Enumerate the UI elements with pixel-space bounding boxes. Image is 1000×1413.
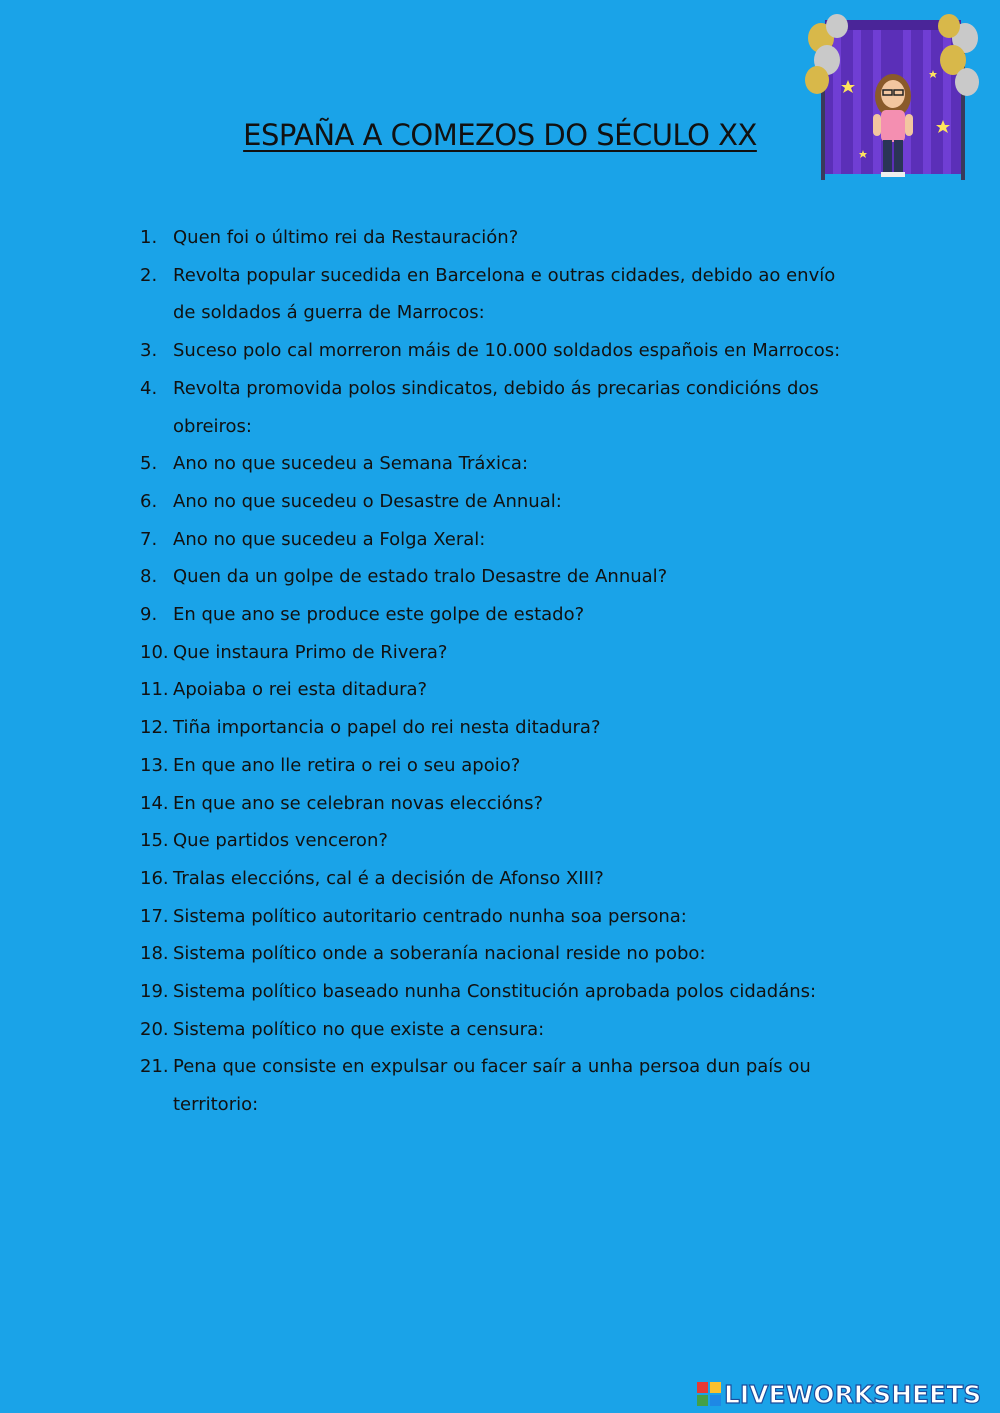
question-item: 2. Revolta popular sucedida en Barcelona e outras cidades, debido ao envío de soldados á guerra de Marrocos: — [140, 264, 836, 324]
liveworksheets-footer[interactable] — [697, 1378, 981, 1410]
liveworksheets-brand[interactable]: LIVEWORKSHEETS — [724, 1379, 982, 1409]
question-item: 16. Tralas eleccións, cal é a decisión de Afonso XIII? — [140, 867, 604, 889]
question-item: 3. Suceso polo cal morreron máis de 10.000 soldados españois en Marrocos: — [140, 340, 841, 362]
question-item: 4. Revolta promovida polos sindicatos, debido ás precarias condicións dos obreiros: — [140, 377, 819, 437]
question-item: 9. En que ano se produce este golpe de estado? — [140, 604, 585, 626]
question-item: 11. Apoiaba o rei esta ditadura? — [140, 679, 428, 701]
question-item: 8. Quen da un golpe de estado tralo Desastre de Annual? — [140, 566, 668, 588]
question-item: 20. Sistema político no que existe a censura: — [140, 1018, 545, 1040]
question-item: 19. Sistema político baseado nunha Constitución aprobada polos cidadáns: — [140, 981, 817, 1003]
question-item: 13. En que ano lle retira o rei o seu apoio? — [140, 754, 521, 776]
question-item: 7. Ano no que sucedeu a Folga Xeral: — [140, 528, 486, 550]
question-item: 21. Pena que consiste en expulsar ou facer saír a unha persoa dun país ou territorio: — [140, 1056, 811, 1116]
question-item: 12. Tiña importancia o papel do rei nesta ditadura? — [140, 717, 601, 739]
question-item: 10. Que instaura Primo de Rivera? — [140, 641, 448, 663]
liveworksheets-logo-icon — [697, 1382, 721, 1406]
avatar-stage-illustration — [803, 10, 983, 190]
question-item: 14. En que ano se celebran novas eleccións? — [140, 792, 544, 814]
question-item: 15. Que partidos venceron? — [140, 830, 388, 852]
question-item: 1. Quen foi o último rei da Restauración? — [140, 227, 519, 248]
question-item: 5. Ano no que sucedeu a Semana Tráxica: — [140, 453, 529, 475]
question-list — [140, 219, 860, 1124]
question-item: 17. Sistema político autoritario centrado nunha soa persona: — [140, 905, 687, 927]
question-item: 6. Ano no que sucedeu o Desastre de Annual: — [140, 490, 562, 512]
page-title: ESPAÑA A COMEZOS DO SÉCULO XX — [243, 118, 757, 152]
question-item: 18. Sistema político onde a soberanía nacional reside no pobo: — [140, 943, 706, 965]
